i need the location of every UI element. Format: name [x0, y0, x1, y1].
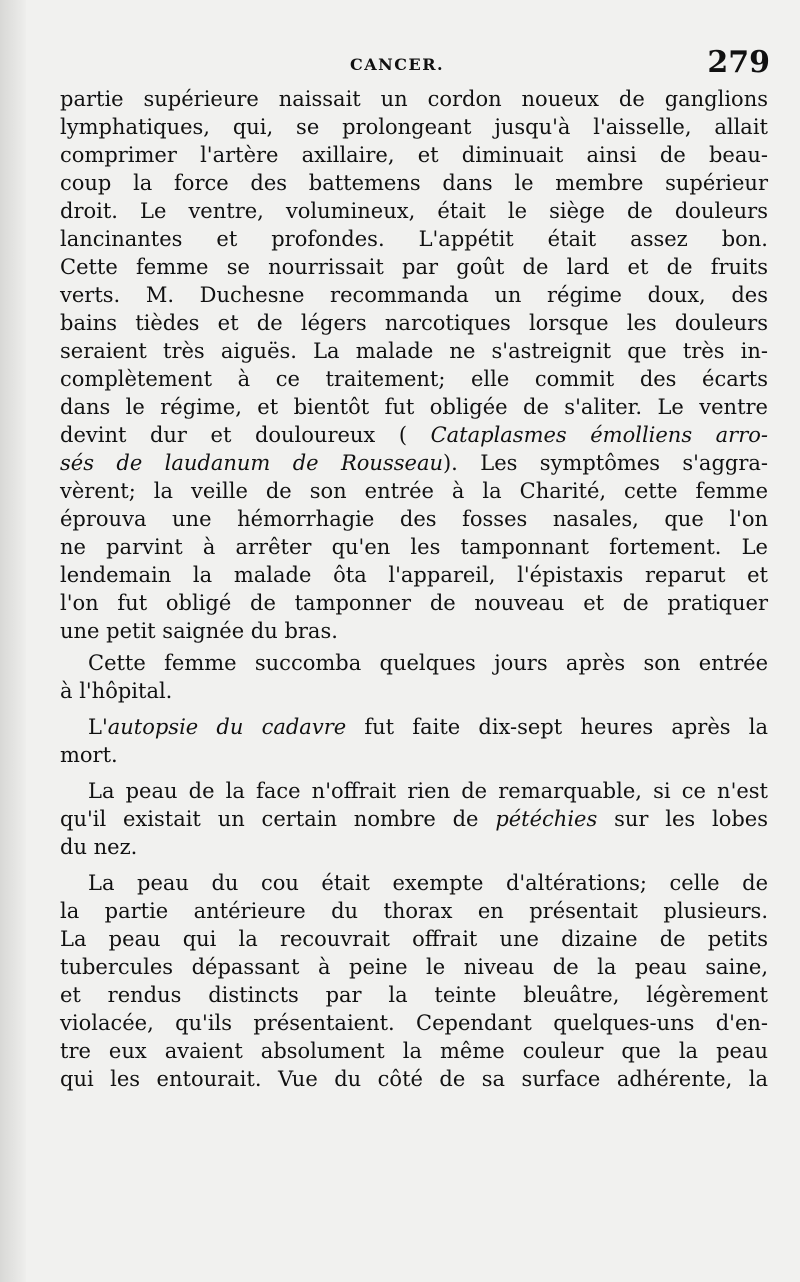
text-line: La peau du cou était exempte d'altérations; celle de	[88, 871, 768, 895]
text-line: coup la force des battemens dans le membre supérieur	[60, 171, 768, 195]
text-line: dans le régime, et bientôt fut obligée de s'aliter. Le ventre	[60, 395, 768, 419]
text-line: ne parvint à arrêter qu'en les tamponnant fortement. Le	[60, 535, 768, 559]
text-line: tre eux avaient absolument la même couleur que la peau	[60, 1039, 768, 1063]
body-text	[60, 85, 768, 1093]
page-number: 279	[707, 45, 770, 80]
text-line: éprouva une hémorrhagie des fosses nasales, que l'on	[60, 507, 768, 531]
text-line: violacée, qu'ils présentaient. Cependant quelques-uns d'en-	[60, 1011, 768, 1035]
text-segment: L'	[88, 715, 108, 739]
text-line: du nez.	[60, 835, 138, 859]
text-segment: sur les lobes	[597, 807, 768, 831]
italic-segment: sés de laudanum de Rousseau	[60, 451, 443, 475]
text-line: vèrent; la veille de son entrée à la Charité, cette femme	[60, 479, 768, 503]
text-line: complètement à ce traitement; elle commit des écarts	[60, 367, 768, 391]
italic-segment: pétéchies	[495, 807, 598, 831]
paragraph-gap	[60, 861, 768, 869]
text-line: comprimer l'artère axillaire, et diminuait ainsi de beau-	[60, 143, 768, 167]
text-line: l'on fut obligé de tamponner de nouveau et de pratiquer	[60, 591, 768, 615]
text-line	[60, 421, 768, 449]
text-line: verts. M. Duchesne recommanda un régime doux, des	[60, 283, 768, 307]
text-line: à l'hôpital.	[60, 679, 173, 703]
italic-segment: autopsie du cadavre	[107, 715, 347, 739]
paragraph-gap	[60, 769, 768, 777]
text-line: qui les entourait. Vue du côté de sa surface adhérente, la	[60, 1067, 768, 1091]
running-head	[0, 45, 800, 84]
text-line: la partie antérieure du thorax en présentait plusieurs.	[60, 899, 768, 923]
text-line: tubercules dépassant à peine le niveau de la peau saine,	[60, 955, 768, 979]
text-line: La peau qui la recouvrait offrait une dizaine de petits	[60, 927, 768, 951]
text-line: lendemain la malade ôta l'appareil, l'épistaxis reparut et	[60, 563, 768, 587]
text-line: Cette femme succomba quelques jours après son entrée	[88, 651, 768, 675]
text-line: lancinantes et profondes. L'appétit était assez bon.	[60, 227, 768, 251]
text-segment: fut faite dix-sept heures après la	[346, 715, 768, 739]
text-line: une petit saignée du bras.	[60, 619, 338, 643]
text-line	[60, 449, 768, 477]
text-segment: ). Les symptômes s'aggra-	[442, 451, 768, 475]
text-line: droit. Le ventre, volumineux, était le siège de douleurs	[60, 199, 768, 223]
text-segment: qu'il existait un certain nombre de	[60, 807, 496, 831]
text-line: lymphatiques, qui, se prolongeant jusqu'à l'aisselle, allait	[60, 115, 768, 139]
text-line	[60, 805, 768, 833]
text-line: bains tièdes et de légers narcotiques lorsque les douleurs	[60, 311, 768, 335]
text-line: partie supérieure naissait un cordon noueux de ganglions	[60, 87, 768, 111]
text-line: et rendus distincts par la teinte bleuâtre, légèrement	[60, 983, 768, 1007]
text-segment: devint dur et douloureux (	[60, 423, 431, 447]
text-line: Cette femme se nourrissait par goût de lard et de fruits	[60, 255, 768, 279]
text-line: mort.	[60, 743, 118, 767]
italic-segment: Cataplasmes émolliens arro-	[430, 423, 769, 447]
text-line	[60, 713, 768, 741]
running-title: CANCER.	[350, 55, 445, 74]
text-line: seraient très aiguës. La malade ne s'astreignit que très in-	[60, 339, 768, 363]
text-line: La peau de la face n'offrait rien de remarquable, si ce n'est	[88, 779, 768, 803]
paragraph-gap	[60, 705, 768, 713]
